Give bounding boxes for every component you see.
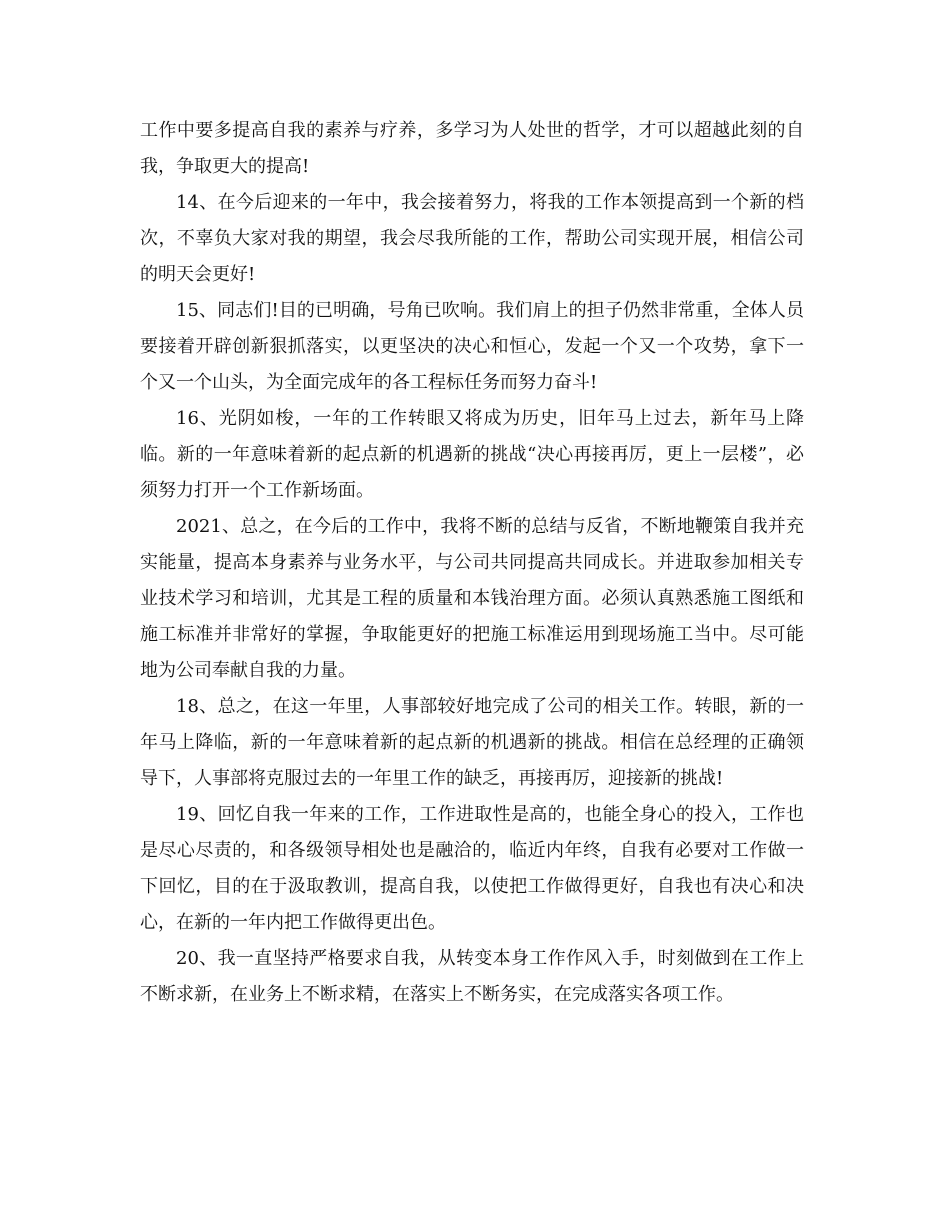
- paragraph-19: 19、回忆自我一年来的工作，工作进取性是高的，也能全身心的投入，工作也是尽心尽责的，和各级领导相处也是融洽的，临近内年终，自我有必要对工作做一下回忆，目的在于汲取教训，提高自我，以使把工作做得更好，自我也有决心和决心，在新的一年内把工作做得更出色。: [140, 804, 804, 933]
- document-body: [140, 113, 804, 1013]
- paragraph-2021: 2021、总之，在今后的工作中，我将不断的总结与反省，不断地鞭策自我并充实能量，提高本身素养与业务水平，与公司共同提高共同成长。并进取参加相关专业技术学习和培训，尤其是工程的质量和本钱治理方面。必须认真熟悉施工图纸和施工标准并非常好的掌握，争取能更好的把施工标准运用到现场施工当中。尽可能地为公司奉献自我的力量。: [140, 516, 804, 681]
- paragraph-continuation: 工作中要多提高自我的素养与疗养，多学习为人处世的哲学，才可以超越此刻的自我，争取更大的提高!: [140, 120, 804, 177]
- paragraph-20: 20、我一直坚持严格要求自我，从转变本身工作作风入手，时刻做到在工作上不断求新，在业务上不断求精，在落实上不断务实，在完成落实各项工作。: [140, 948, 804, 1005]
- paragraph-18: 18、总之，在这一年里，人事部较好地完成了公司的相关工作。转眼，新的一年马上降临，新的一年意味着新的起点新的机遇新的挑战。相信在总经理的正确领导下，人事部将克服过去的一年里工作的缺乏，再接再厉，迎接新的挑战!: [140, 696, 804, 789]
- paragraph-14: 14、在今后迎来的一年中，我会接着努力，将我的工作本领提高到一个新的档次，不辜负大家对我的期望，我会尽我所能的工作，帮助公司实现开展，相信公司的明天会更好!: [140, 192, 804, 285]
- paragraph-15: 15、同志们!目的已明确，号角已吹响。我们肩上的担子仍然非常重，全体人员要接着开辟创新狠抓落实，以更坚决的决心和恒心，发起一个又一个攻势，拿下一个又一个山头，为全面完成年的各工程标任务而努力奋斗!: [140, 300, 804, 393]
- paragraph-16: 16、光阴如梭，一年的工作转眼又将成为历史，旧年马上过去，新年马上降临。新的一年意味着新的起点新的机遇新的挑战“决心再接再厉，更上一层楼”，必须努力打开一个工作新场面。: [140, 408, 804, 501]
